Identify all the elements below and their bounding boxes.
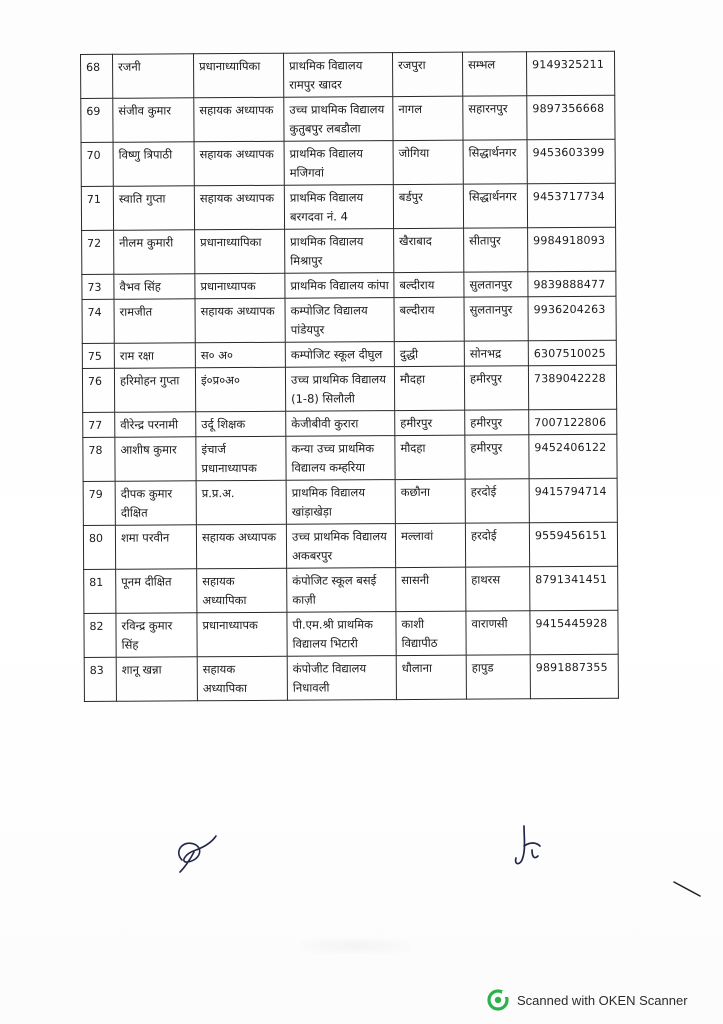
district-cell: सिद्धार्थनगर bbox=[463, 140, 527, 184]
district-cell: हमीरपुर bbox=[464, 366, 528, 410]
name-cell: आशीष कुमार bbox=[115, 437, 196, 481]
district-cell: हापुड bbox=[466, 655, 530, 699]
block-cell: बल्दीराय bbox=[394, 272, 464, 297]
name-cell: नीलम कुमारी bbox=[114, 230, 195, 274]
serial-number-cell: 76 bbox=[82, 368, 114, 412]
name-cell: विष्णु त्रिपाठी bbox=[113, 142, 194, 186]
district-cell: हाथरस bbox=[466, 567, 530, 611]
table-body bbox=[81, 51, 619, 701]
school-cell: प्राथमिक विद्यालय बरगदवा नं. 4 bbox=[284, 185, 393, 230]
school-cell: प्राथमिक विद्यालय मिश्रापुर bbox=[285, 229, 394, 274]
phone-cell: 9891887355 bbox=[530, 654, 618, 699]
district-cell: वाराणसी bbox=[466, 611, 530, 655]
serial-number-cell: 68 bbox=[81, 54, 113, 98]
designation-cell: प्रधानाध्यापक bbox=[195, 273, 285, 299]
school-cell: उच्च प्राथमिक विद्यालय कुतुबपुर लबडौला bbox=[284, 97, 393, 142]
district-cell: सुलतानपुर bbox=[464, 272, 528, 297]
block-cell: कछौना bbox=[395, 479, 465, 523]
phone-cell: 9415794714 bbox=[529, 478, 617, 523]
name-cell: रजनी bbox=[113, 54, 194, 98]
phone-cell: 9452406122 bbox=[529, 434, 617, 479]
serial-number-cell: 72 bbox=[82, 230, 114, 274]
signature-left bbox=[170, 830, 220, 874]
faint-smudge bbox=[300, 938, 410, 954]
phone-cell: 9559456151 bbox=[529, 522, 617, 567]
serial-number-cell: 70 bbox=[81, 142, 113, 186]
block-cell: मौदहा bbox=[394, 366, 464, 410]
phone-cell: 9453603399 bbox=[527, 139, 615, 184]
name-cell: दीपक कुमार दीक्षित bbox=[115, 481, 196, 525]
serial-number-cell: 74 bbox=[82, 299, 114, 343]
phone-cell: 9839888477 bbox=[528, 271, 616, 297]
district-cell: हमीरपुर bbox=[465, 435, 529, 479]
block-cell: रजपुरा bbox=[392, 52, 462, 96]
block-cell: नागल bbox=[393, 96, 463, 140]
school-cell: उच्च प्राथमिक विद्यालय अकबरपुर bbox=[286, 524, 395, 569]
designation-cell: इंचार्ज प्रधानाध्यापक bbox=[196, 436, 286, 481]
school-cell: कम्पोजिट विद्यालय पांडेयपुर bbox=[285, 298, 394, 343]
school-cell: प्राथमिक विद्यालय रामपुर खादर bbox=[283, 53, 392, 98]
serial-number-cell: 78 bbox=[83, 437, 115, 481]
designation-cell: सहायक अध्यापक bbox=[194, 185, 284, 230]
district-cell: सिद्धार्थनगर bbox=[463, 184, 527, 228]
district-cell: हरदोई bbox=[465, 523, 529, 567]
phone-cell: 9897356668 bbox=[527, 95, 615, 140]
phone-cell: 8791341451 bbox=[530, 566, 618, 611]
school-cell: केजीबीवी कुरारा bbox=[286, 411, 395, 437]
district-cell: सम्भल bbox=[462, 52, 526, 96]
school-cell: कन्या उच्च प्राथमिक विद्यालय कम्हरिया bbox=[286, 436, 395, 481]
district-cell: हमीरपुर bbox=[465, 410, 529, 435]
district-cell: सोनभद्र bbox=[464, 341, 528, 366]
name-cell: शमा परवीन bbox=[115, 525, 196, 569]
block-cell: दुद्धी bbox=[394, 341, 464, 366]
designation-cell: सहायक अध्यापक bbox=[196, 524, 286, 569]
phone-cell: 7389042228 bbox=[528, 365, 616, 410]
block-cell: सासनी bbox=[396, 567, 466, 611]
block-cell: काशी विद्यापीठ bbox=[396, 611, 466, 655]
name-cell: स्वाति गुप्ता bbox=[113, 186, 194, 230]
table-row bbox=[84, 566, 618, 613]
school-cell: प्राथमिक विद्यालय खांड़ाखेड़ा bbox=[286, 480, 395, 525]
block-cell: हमीरपुर bbox=[395, 410, 465, 435]
teacher-list-table-wrapper bbox=[80, 51, 618, 702]
phone-cell: 6307510025 bbox=[528, 340, 616, 366]
phone-cell: 7007122806 bbox=[529, 409, 617, 435]
block-cell: खैराबाद bbox=[394, 228, 464, 272]
serial-number-cell: 82 bbox=[84, 613, 116, 657]
table-row bbox=[83, 478, 617, 525]
table-row bbox=[82, 271, 616, 299]
name-cell: हरिमोहन गुप्ता bbox=[114, 368, 195, 412]
table-row bbox=[83, 434, 617, 481]
designation-cell: प्रधानाध्यापिका bbox=[195, 229, 285, 274]
name-cell: वीरेन्द्र परनामी bbox=[115, 412, 196, 437]
district-cell: सुलतानपुर bbox=[464, 297, 528, 341]
designation-cell: सहायक अध्यापक bbox=[194, 97, 284, 142]
school-cell: उच्च प्राथमिक विद्यालय (1-8) सिलौली bbox=[285, 367, 394, 412]
school-cell: प्राथमिक विद्यालय कांपा bbox=[285, 273, 394, 299]
block-cell: बल्दीराय bbox=[394, 297, 464, 341]
table-row bbox=[84, 654, 618, 701]
designation-cell: प्रधानाध्यापक bbox=[197, 612, 287, 657]
serial-number-cell: 73 bbox=[82, 274, 114, 299]
serial-number-cell: 77 bbox=[83, 412, 115, 437]
name-cell: रामजीत bbox=[114, 299, 195, 343]
serial-number-cell: 83 bbox=[84, 657, 116, 701]
designation-cell: सहायक अध्यापिका bbox=[197, 568, 287, 613]
table-row bbox=[81, 183, 615, 230]
school-cell: प्राथमिक विद्यालय मजिगवां bbox=[284, 141, 393, 186]
table-row bbox=[82, 365, 616, 412]
designation-cell: इं०प्र०अ० bbox=[195, 367, 285, 412]
serial-number-cell: 80 bbox=[83, 525, 115, 569]
phone-cell: 9453717734 bbox=[527, 183, 615, 228]
table-row bbox=[83, 522, 617, 569]
table-row bbox=[82, 227, 616, 274]
school-cell: कम्पोजिट स्कूल दीघुल bbox=[285, 342, 394, 368]
phone-cell: 9984918093 bbox=[528, 227, 616, 272]
pen-stroke-mark bbox=[672, 878, 702, 900]
serial-number-cell: 71 bbox=[81, 186, 113, 230]
designation-cell: प्र.प्र.अ. bbox=[196, 480, 286, 525]
serial-number-cell: 75 bbox=[82, 343, 114, 368]
table-row bbox=[81, 139, 615, 186]
serial-number-cell: 81 bbox=[84, 569, 116, 613]
oken-scanner-logo-icon bbox=[487, 989, 509, 1011]
scanner-watermark bbox=[487, 989, 688, 1011]
school-cell: कंपोजिट स्कूल बसई काज़ी bbox=[287, 568, 396, 613]
name-cell: पूनम दीक्षित bbox=[116, 569, 197, 613]
watermark-text: Scanned with OKEN Scanner bbox=[517, 992, 688, 1008]
block-cell: बर्डपुर bbox=[393, 184, 463, 228]
teacher-list-table bbox=[80, 51, 619, 702]
table-row bbox=[84, 610, 618, 657]
phone-cell: 9149325211 bbox=[526, 51, 614, 96]
designation-cell: प्रधानाध्यापिका bbox=[194, 53, 284, 98]
block-cell: जोगिया bbox=[393, 140, 463, 184]
phone-cell: 9936204263 bbox=[528, 296, 616, 341]
table-row bbox=[82, 296, 616, 343]
block-cell: मल्लावां bbox=[395, 523, 465, 567]
designation-cell: सहायक अध्यापक bbox=[194, 141, 284, 186]
name-cell: संजीव कुमार bbox=[113, 98, 194, 142]
table-row bbox=[81, 51, 615, 98]
serial-number-cell: 69 bbox=[81, 98, 113, 142]
designation-cell: स० अ० bbox=[195, 342, 285, 368]
district-cell: सहारनपुर bbox=[463, 96, 527, 140]
designation-cell: सहायक अध्यापक bbox=[195, 298, 285, 343]
block-cell: धौलाना bbox=[396, 655, 466, 699]
block-cell: मौदहा bbox=[395, 435, 465, 479]
table-row bbox=[81, 95, 615, 142]
name-cell: राम रक्षा bbox=[114, 343, 195, 368]
phone-cell: 9415445928 bbox=[530, 610, 618, 655]
table-row bbox=[83, 409, 617, 437]
name-cell: वैभव सिंह bbox=[114, 274, 195, 299]
serial-number-cell: 79 bbox=[83, 481, 115, 525]
name-cell: शानू खन्ना bbox=[116, 657, 197, 701]
designation-cell: उर्दू शिक्षक bbox=[196, 411, 286, 437]
school-cell: पी.एम.श्री प्राथमिक विद्यालय भिटारी bbox=[287, 612, 396, 657]
designation-cell: सहायक अध्यापिका bbox=[197, 656, 287, 701]
district-cell: हरदोई bbox=[465, 479, 529, 523]
name-cell: रविन्द्र कुमार सिंह bbox=[116, 613, 197, 657]
district-cell: सीतापुर bbox=[464, 228, 528, 272]
table-row bbox=[82, 340, 616, 368]
school-cell: कंपोजीट विद्यालय निधावली bbox=[287, 656, 396, 701]
signature-right bbox=[510, 820, 546, 872]
